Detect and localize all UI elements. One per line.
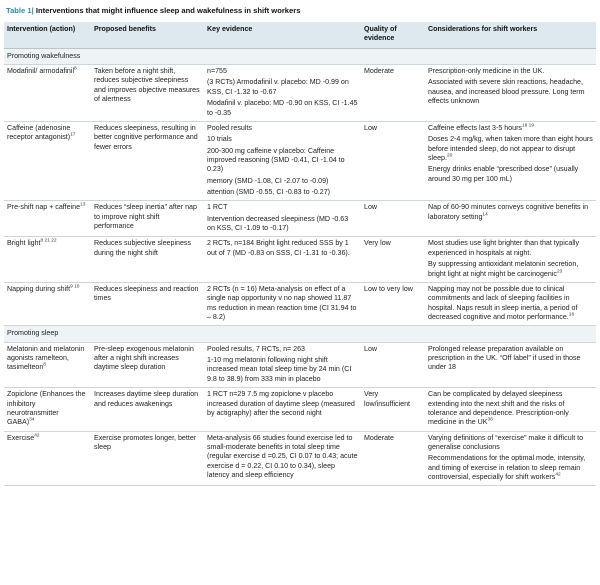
consideration-text: By suppressing antioxidant melatonin secretion, bright light at night might be carcinogenic <box>428 260 579 278</box>
header-benefits: Proposed benefits <box>91 22 204 48</box>
consideration-text: Recommendations for the optimal mode, intensity, and timing of exercise in relation to sleep remain controversial, especially for shift workers <box>428 454 586 482</box>
reference-marker: 34 <box>29 417 35 423</box>
benefits-cell <box>91 121 204 201</box>
consideration-text: Doses 2-4 mg/kg, when taken more than eight hours before intended sleep, do not appear to disrupt sleep. <box>428 135 593 162</box>
table-title: Interventions that might influence sleep and wakefulness in shift workers <box>35 6 301 15</box>
benefit-text: Exercise promotes longer, better sleep <box>94 433 197 451</box>
section-label: Promoting sleep <box>4 326 596 342</box>
evidence-cell <box>204 121 361 201</box>
benefit-text: Reduces subjective sleepiness during the night shift <box>94 239 192 257</box>
considerations-cell <box>425 388 596 431</box>
table-body <box>4 48 596 486</box>
consideration-paragraph <box>428 78 593 106</box>
consideration-paragraph <box>428 165 593 184</box>
benefits-cell <box>91 342 204 387</box>
reference-marker: 16 <box>568 312 575 318</box>
quality-cell: Very low/insufficient <box>361 388 425 431</box>
intervention-name: Zopiclone (Enhances the inhibitory neurotransmitter GABA) <box>7 390 86 427</box>
evidence-text: attention (SMD -0.55, CI -0.83 to -0.27) <box>207 188 331 197</box>
table-number: Table 1| <box>6 6 34 15</box>
consideration-text: Prolonged release preparation available on prescription in the UK. “Off label” if used in those under 18 <box>428 344 581 372</box>
evidence-text: (3 RCTs) Armodafinil v. placebo: MD -0.99 on KSS, CI -1.32 to -0.67 <box>207 78 349 96</box>
consideration-paragraph <box>428 124 593 133</box>
table-row <box>4 201 596 237</box>
evidence-cell <box>204 282 361 325</box>
benefit-text: Reduces “sleep inertia” after nap to improve night shift performance <box>94 203 197 231</box>
reference-marker: 36 <box>487 417 493 423</box>
intervention-cell <box>4 201 91 237</box>
table-row <box>4 237 596 282</box>
table-row <box>4 342 596 387</box>
evidence-text: 10 trials <box>207 135 232 144</box>
consideration-text: Can be complicated by delayed sleepiness extending into the next shift and the risks of tolerance and dependence. Prescription-only medicine in the UK <box>428 390 569 427</box>
quality-cell: Low <box>361 121 425 201</box>
considerations-cell <box>425 342 596 387</box>
reference-marker: 8 <box>43 363 46 369</box>
benefits-cell <box>91 388 204 431</box>
header-quality: Quality of evidence <box>361 22 425 48</box>
evidence-cell <box>204 388 361 431</box>
intervention-cell <box>4 65 91 122</box>
section-row <box>4 326 596 342</box>
evidence-text: 2 RCTs, n=184 Bright light reduced SSS by 1 out of 7 (MD -0.83 on SSS, CI -1.31 to -0.36). <box>207 239 350 257</box>
evidence-text: Pooled results, 7 RCTs, n= 263 <box>207 344 305 353</box>
intervention-name: Melatonin and melatonin agonists ramelteon, tasimelteon <box>7 344 85 372</box>
consideration-paragraph <box>428 434 593 453</box>
header-evidence: Key evidence <box>204 22 361 48</box>
consideration-paragraph <box>428 203 593 222</box>
evidence-text: 2 RCTs (n = 16) Meta-analysis on effect of a single nap opportunity v no nap showed 11.87 ms reduction in mean reaction time (CI 31.94 to – 8.2) <box>207 284 357 321</box>
intervention-name: Exercise <box>7 433 35 442</box>
reference-marker: 18 19 <box>521 123 534 129</box>
evidence-text: Pooled results <box>207 123 252 132</box>
table-caption <box>4 4 596 22</box>
intervention-cell <box>4 237 91 282</box>
evidence-text: memory (SMD -1.08, CI -2.07 to -0.09) <box>207 176 329 185</box>
considerations-cell <box>425 201 596 237</box>
header-intervention: Intervention (action) <box>4 22 91 48</box>
benefits-cell <box>91 65 204 122</box>
reference-marker: 8 <box>74 66 77 72</box>
evidence-cell <box>204 237 361 282</box>
reference-marker: 9 10 <box>70 284 80 290</box>
benefit-text: Pre-sleep exogenous melatonin after a night shift increases daytime sleep duration <box>94 344 194 372</box>
evidence-text: 1-10 mg melatonin following night shift increased mean total sleep time by 24 min (CI 9.8 to 38.9) from 333 min in placebo <box>207 356 352 383</box>
considerations-cell <box>425 282 596 325</box>
reference-marker: 17 <box>70 132 76 138</box>
reference-marker: 42 <box>555 472 561 478</box>
benefit-text: Reduces sleepiness and reaction times <box>94 284 199 303</box>
benefit-text: Taken before a night shift, reduces subjective sleepiness and improves objective measures of alertness <box>94 67 200 104</box>
evidence-cell <box>204 431 361 486</box>
consideration-text: Napping may not be possible due to clinical commitments and lack of sleeping facilities in hospital. Naps result in sleep inertia, a period of decreased cognitive and motor performance. <box>428 284 578 321</box>
intervention-cell <box>4 282 91 325</box>
intervention-cell <box>4 431 91 486</box>
considerations-cell <box>425 431 596 486</box>
benefits-cell <box>91 431 204 486</box>
reference-marker: 20 <box>446 153 453 159</box>
consideration-paragraph <box>428 239 593 258</box>
evidence-cell <box>204 65 361 122</box>
quality-cell: Low <box>361 201 425 237</box>
table-row <box>4 65 596 122</box>
evidence-text: Modafinil v. placebo: MD -0.90 on KSS, CI -1.45 to -0.35 <box>207 99 358 117</box>
table-row <box>4 431 596 486</box>
intervention-cell <box>4 342 91 387</box>
reference-marker: 42 <box>34 433 40 439</box>
intervention-name: Caffeine (adenosine receptor antagonist) <box>7 123 71 142</box>
consideration-text: Associated with severe skin reactions, headache, nausea, and increased blood pressure. Long term effects unknown <box>428 78 585 106</box>
reference-marker: 8 21 22 <box>40 239 57 245</box>
intervention-cell <box>4 121 91 201</box>
evidence-text: n=755 <box>207 67 227 76</box>
section-row <box>4 48 596 64</box>
interventions-table <box>4 22 596 486</box>
consideration-text: Most studies use light brighter than that typically experienced in hospitals at night. <box>428 239 580 257</box>
evidence-text: 1 RCT <box>207 203 228 212</box>
evidence-cell <box>204 342 361 387</box>
evidence-text: 200-300 mg caffeine v placebo: Caffeine improved reasoning (SMD -0.41, CI -1.04 to 0.23) <box>207 146 345 174</box>
consideration-text: Varying definitions of “exercise” make it difficult to generalise conclusions <box>428 433 584 451</box>
reference-marker: 23 <box>556 269 563 275</box>
benefit-text: Increases daytime sleep duration and reduces awakenings <box>94 390 199 408</box>
benefits-cell <box>91 201 204 237</box>
benefits-cell <box>91 237 204 282</box>
evidence-cell <box>204 201 361 237</box>
quality-cell: Moderate <box>361 65 425 122</box>
section-label: Promoting wakefulness <box>4 48 596 64</box>
quality-cell: Moderate <box>361 431 425 486</box>
reference-marker: 13 <box>80 203 86 209</box>
header-considerations: Considerations for shift workers <box>425 22 596 48</box>
intervention-name: Pre-shift nap + caffeine <box>7 203 81 212</box>
evidence-text: Intervention decreased sleepiness (MD -0.63 on KSS, CI -1.09 to -0.17) <box>207 214 349 233</box>
consideration-paragraph <box>428 454 593 482</box>
consideration-text: Prescription-only medicine in the UK. <box>428 67 545 76</box>
table-row <box>4 121 596 201</box>
quality-cell: Low <box>361 342 425 387</box>
table-row <box>4 282 596 325</box>
consideration-text: Caffeine effects last 3-5 hours <box>428 123 522 132</box>
benefit-text: Reduces sleepiness, resulting in better cognitive performance and fewer errors <box>94 123 198 151</box>
header-row <box>4 22 596 48</box>
quality-cell: Low to very low <box>361 282 425 325</box>
considerations-cell <box>425 237 596 282</box>
intervention-cell <box>4 388 91 431</box>
consideration-text: Energy drinks enable “prescribed dose” (usually around 30 mg per 100 mL) <box>428 165 579 183</box>
consideration-paragraph <box>428 390 593 427</box>
consideration-paragraph <box>428 345 593 373</box>
intervention-name: Modafinil/ armodafinil <box>7 67 75 76</box>
evidence-text: Meta-analysis 66 studies found exercise led to small-moderate benefits in total sleep time (regular exercise d =0.25, CI 0.07 to 0.43; acute exercise d = 0.22, CI 0.10 to 0.34), sleep latency and sleep efficiency <box>207 433 358 480</box>
considerations-cell <box>425 121 596 201</box>
consideration-paragraph <box>428 135 593 163</box>
intervention-name: Napping during shift <box>7 284 71 293</box>
consideration-paragraph <box>428 67 593 76</box>
quality-cell: Very low <box>361 237 425 282</box>
benefits-cell <box>91 282 204 325</box>
table-row <box>4 388 596 431</box>
intervention-name: Bright light <box>7 239 41 248</box>
consideration-paragraph <box>428 260 593 279</box>
considerations-cell <box>425 65 596 122</box>
consideration-text: Nap of 60-90 minutes conveys cognitive benefits in laboratory setting <box>428 203 589 221</box>
consideration-paragraph <box>428 285 593 322</box>
evidence-text: 1 RCT n=29 7.5 mg zopiclone v placebo increased duration of daytime sleep (measured by actigraphy) after the second night <box>207 390 355 417</box>
reference-marker: 14 <box>482 212 488 218</box>
